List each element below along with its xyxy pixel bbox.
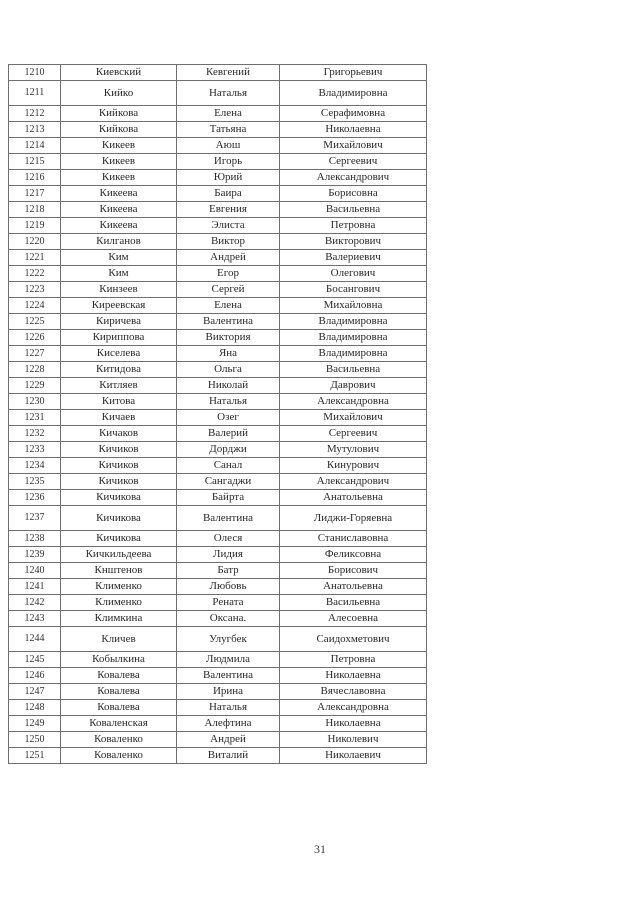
surname-cell: Китова xyxy=(61,394,177,410)
row-number: 1223 xyxy=(9,282,61,298)
row-number: 1225 xyxy=(9,314,61,330)
first-name-cell: Байрта xyxy=(177,490,280,506)
row-number: 1250 xyxy=(9,732,61,748)
first-name-cell: Наталья xyxy=(177,700,280,716)
surname-cell: Кийкова xyxy=(61,122,177,138)
patronymic-cell: Александровна xyxy=(280,394,427,410)
surname-cell: Кичикова xyxy=(61,506,177,531)
patronymic-cell: Борисович xyxy=(280,563,427,579)
surname-cell: Киевский xyxy=(61,65,177,81)
table-row xyxy=(9,298,427,314)
first-name-cell: Баира xyxy=(177,186,280,202)
row-number: 1222 xyxy=(9,266,61,282)
patronymic-cell: Владимировна xyxy=(280,81,427,106)
table-row xyxy=(9,531,427,547)
patronymic-cell: Владимировна xyxy=(280,346,427,362)
row-number: 1214 xyxy=(9,138,61,154)
surname-cell: Кикеев xyxy=(61,138,177,154)
surname-cell: Китляев xyxy=(61,378,177,394)
surname-cell: Клименко xyxy=(61,579,177,595)
patronymic-cell: Васильевна xyxy=(280,595,427,611)
table-row xyxy=(9,234,427,250)
patronymic-cell: Анатольевна xyxy=(280,579,427,595)
table-row xyxy=(9,250,427,266)
first-name-cell: Олеся xyxy=(177,531,280,547)
surname-cell: Кичаев xyxy=(61,410,177,426)
row-number: 1218 xyxy=(9,202,61,218)
row-number: 1230 xyxy=(9,394,61,410)
row-number: 1215 xyxy=(9,154,61,170)
table-row xyxy=(9,595,427,611)
table-row xyxy=(9,652,427,668)
row-number: 1211 xyxy=(9,81,61,106)
surname-cell: Климкина xyxy=(61,611,177,627)
surname-cell: Коваленская xyxy=(61,716,177,732)
table-row xyxy=(9,394,427,410)
patronymic-cell: Николаевна xyxy=(280,668,427,684)
first-name-cell: Улугбек xyxy=(177,627,280,652)
first-name-cell: Наталья xyxy=(177,81,280,106)
first-name-cell: Виктор xyxy=(177,234,280,250)
surname-cell: Кичиков xyxy=(61,474,177,490)
table-row xyxy=(9,684,427,700)
patronymic-cell: Сергеевич xyxy=(280,426,427,442)
patronymic-cell: Николаевна xyxy=(280,716,427,732)
patronymic-cell: Саидохметович xyxy=(280,627,427,652)
patronymic-cell: Владимировна xyxy=(280,330,427,346)
first-name-cell: Николай xyxy=(177,378,280,394)
surname-cell: Кичикова xyxy=(61,531,177,547)
row-number: 1249 xyxy=(9,716,61,732)
surname-cell: Килганов xyxy=(61,234,177,250)
first-name-cell: Санал xyxy=(177,458,280,474)
surname-cell: Коваленко xyxy=(61,732,177,748)
row-number: 1241 xyxy=(9,579,61,595)
first-name-cell: Валентина xyxy=(177,506,280,531)
surname-cell: Кикеева xyxy=(61,186,177,202)
patronymic-cell: Васильевна xyxy=(280,202,427,218)
first-name-cell: Евгения xyxy=(177,202,280,218)
row-number: 1219 xyxy=(9,218,61,234)
patronymic-cell: Сергеевич xyxy=(280,154,427,170)
table-row xyxy=(9,282,427,298)
table-row xyxy=(9,362,427,378)
surname-cell: Кикеев xyxy=(61,154,177,170)
row-number: 1213 xyxy=(9,122,61,138)
surname-cell: Ким xyxy=(61,250,177,266)
patronymic-cell: Мутулович xyxy=(280,442,427,458)
first-name-cell: Игорь xyxy=(177,154,280,170)
patronymic-cell: Валериевич xyxy=(280,250,427,266)
table-row xyxy=(9,716,427,732)
table-row xyxy=(9,490,427,506)
table-row xyxy=(9,563,427,579)
patronymic-cell: Алесоевна xyxy=(280,611,427,627)
first-name-cell: Оксана. xyxy=(177,611,280,627)
table-row xyxy=(9,186,427,202)
patronymic-cell: Феликсовна xyxy=(280,547,427,563)
first-name-cell: Сангаджи xyxy=(177,474,280,490)
patronymic-cell: Викторович xyxy=(280,234,427,250)
table-row xyxy=(9,106,427,122)
surname-cell: Киричева xyxy=(61,314,177,330)
table-row xyxy=(9,410,427,426)
table-row xyxy=(9,138,427,154)
first-name-cell: Алефтина xyxy=(177,716,280,732)
patronymic-cell: Босангович xyxy=(280,282,427,298)
row-number: 1246 xyxy=(9,668,61,684)
table-row xyxy=(9,579,427,595)
surname-cell: Кичиков xyxy=(61,458,177,474)
table-row xyxy=(9,458,427,474)
row-number: 1247 xyxy=(9,684,61,700)
row-number: 1210 xyxy=(9,65,61,81)
surname-cell: Кичаков xyxy=(61,426,177,442)
table-row xyxy=(9,547,427,563)
surname-cell: Кинзеев xyxy=(61,282,177,298)
first-name-cell: Людмила xyxy=(177,652,280,668)
patronymic-cell: Александрович xyxy=(280,170,427,186)
first-name-cell: Батр xyxy=(177,563,280,579)
first-name-cell: Рената xyxy=(177,595,280,611)
patronymic-cell: Александрович xyxy=(280,474,427,490)
patronymic-cell: Лиджи-Горяевна xyxy=(280,506,427,531)
row-number: 1224 xyxy=(9,298,61,314)
row-number: 1216 xyxy=(9,170,61,186)
table-row xyxy=(9,474,427,490)
row-number: 1233 xyxy=(9,442,61,458)
surname-cell: Кикеев xyxy=(61,170,177,186)
row-number: 1243 xyxy=(9,611,61,627)
patronymic-cell: Васильевна xyxy=(280,362,427,378)
surname-cell: Клименко xyxy=(61,595,177,611)
surname-cell: Ковалева xyxy=(61,700,177,716)
first-name-cell: Озег xyxy=(177,410,280,426)
surname-cell: Кичкильдеева xyxy=(61,547,177,563)
row-number: 1242 xyxy=(9,595,61,611)
table-row xyxy=(9,732,427,748)
row-number: 1212 xyxy=(9,106,61,122)
patronymic-cell: Борисовна xyxy=(280,186,427,202)
first-name-cell: Егор xyxy=(177,266,280,282)
table-row xyxy=(9,330,427,346)
row-number: 1236 xyxy=(9,490,61,506)
first-name-cell: Дорджи xyxy=(177,442,280,458)
first-name-cell: Валентина xyxy=(177,314,280,330)
patronymic-cell: Петровна xyxy=(280,652,427,668)
table-row xyxy=(9,378,427,394)
row-number: 1240 xyxy=(9,563,61,579)
first-name-cell: Андрей xyxy=(177,732,280,748)
patronymic-cell: Григорьевич xyxy=(280,65,427,81)
first-name-cell: Елена xyxy=(177,298,280,314)
row-number: 1217 xyxy=(9,186,61,202)
row-number: 1229 xyxy=(9,378,61,394)
page-number: 31 xyxy=(314,842,326,856)
patronymic-cell: Петровна xyxy=(280,218,427,234)
first-name-cell: Валерий xyxy=(177,426,280,442)
surname-cell: Кнштенов xyxy=(61,563,177,579)
first-name-cell: Сергей xyxy=(177,282,280,298)
patronymic-cell: Кинурович xyxy=(280,458,427,474)
row-number: 1226 xyxy=(9,330,61,346)
surname-cell: Коваленко xyxy=(61,748,177,764)
patronymic-cell: Станиславовна xyxy=(280,531,427,547)
first-name-cell: Андрей xyxy=(177,250,280,266)
table-row xyxy=(9,346,427,362)
patronymic-cell: Николевич xyxy=(280,732,427,748)
table-row xyxy=(9,748,427,764)
surname-cell: Ким xyxy=(61,266,177,282)
surname-cell: Кириппова xyxy=(61,330,177,346)
table-row xyxy=(9,426,427,442)
table-row xyxy=(9,81,427,106)
first-name-cell: Элиста xyxy=(177,218,280,234)
patronymic-cell: Вячеславовна xyxy=(280,684,427,700)
patronymic-cell: Михайловна xyxy=(280,298,427,314)
table-row xyxy=(9,65,427,81)
first-name-cell: Ирина xyxy=(177,684,280,700)
row-number: 1237 xyxy=(9,506,61,531)
first-name-cell: Ольга xyxy=(177,362,280,378)
row-number: 1238 xyxy=(9,531,61,547)
row-number: 1232 xyxy=(9,426,61,442)
row-number: 1248 xyxy=(9,700,61,716)
row-number: 1239 xyxy=(9,547,61,563)
surname-cell: Кличев xyxy=(61,627,177,652)
row-number: 1231 xyxy=(9,410,61,426)
patronymic-cell: Александровна xyxy=(280,700,427,716)
table-row xyxy=(9,154,427,170)
patronymic-cell: Даврович xyxy=(280,378,427,394)
surname-cell: Ковалева xyxy=(61,668,177,684)
surname-cell: Кичикова xyxy=(61,490,177,506)
patronymic-cell: Анатольевна xyxy=(280,490,427,506)
row-number: 1235 xyxy=(9,474,61,490)
row-number: 1227 xyxy=(9,346,61,362)
surname-cell: Китидова xyxy=(61,362,177,378)
row-number: 1234 xyxy=(9,458,61,474)
row-number: 1244 xyxy=(9,627,61,652)
table-row xyxy=(9,611,427,627)
surname-cell: Киреевская xyxy=(61,298,177,314)
first-name-cell: Татьяна xyxy=(177,122,280,138)
first-name-cell: Наталья xyxy=(177,394,280,410)
first-name-cell: Любовь xyxy=(177,579,280,595)
table-row xyxy=(9,627,427,652)
table-row xyxy=(9,266,427,282)
patronymic-cell: Михайлович xyxy=(280,138,427,154)
patronymic-cell: Олегович xyxy=(280,266,427,282)
first-name-cell: Валентина xyxy=(177,668,280,684)
row-number: 1228 xyxy=(9,362,61,378)
patronymic-cell: Михайлович xyxy=(280,410,427,426)
table-row xyxy=(9,506,427,531)
patronymic-cell: Николаевна xyxy=(280,122,427,138)
first-name-cell: Яна xyxy=(177,346,280,362)
first-name-cell: Елена xyxy=(177,106,280,122)
row-number: 1221 xyxy=(9,250,61,266)
surname-cell: Кобылкина xyxy=(61,652,177,668)
roster-body xyxy=(9,65,427,764)
surname-cell: Кичиков xyxy=(61,442,177,458)
surname-cell: Ковалева xyxy=(61,684,177,700)
table-row xyxy=(9,668,427,684)
table-row xyxy=(9,218,427,234)
first-name-cell: Виталий xyxy=(177,748,280,764)
table-row xyxy=(9,314,427,330)
surname-cell: Киселева xyxy=(61,346,177,362)
patronymic-cell: Николаевич xyxy=(280,748,427,764)
name-roster-table xyxy=(8,64,427,764)
patronymic-cell: Серафимовна xyxy=(280,106,427,122)
first-name-cell: Аюш xyxy=(177,138,280,154)
row-number: 1220 xyxy=(9,234,61,250)
table-row xyxy=(9,202,427,218)
first-name-cell: Виктория xyxy=(177,330,280,346)
surname-cell: Кикеева xyxy=(61,202,177,218)
row-number: 1251 xyxy=(9,748,61,764)
first-name-cell: Юрий xyxy=(177,170,280,186)
table-row xyxy=(9,170,427,186)
surname-cell: Кийкова xyxy=(61,106,177,122)
table-row xyxy=(9,700,427,716)
first-name-cell: Кевгений xyxy=(177,65,280,81)
row-number: 1245 xyxy=(9,652,61,668)
table-row xyxy=(9,122,427,138)
surname-cell: Кийко xyxy=(61,81,177,106)
table-row xyxy=(9,442,427,458)
first-name-cell: Лидия xyxy=(177,547,280,563)
patronymic-cell: Владимировна xyxy=(280,314,427,330)
surname-cell: Кикеева xyxy=(61,218,177,234)
